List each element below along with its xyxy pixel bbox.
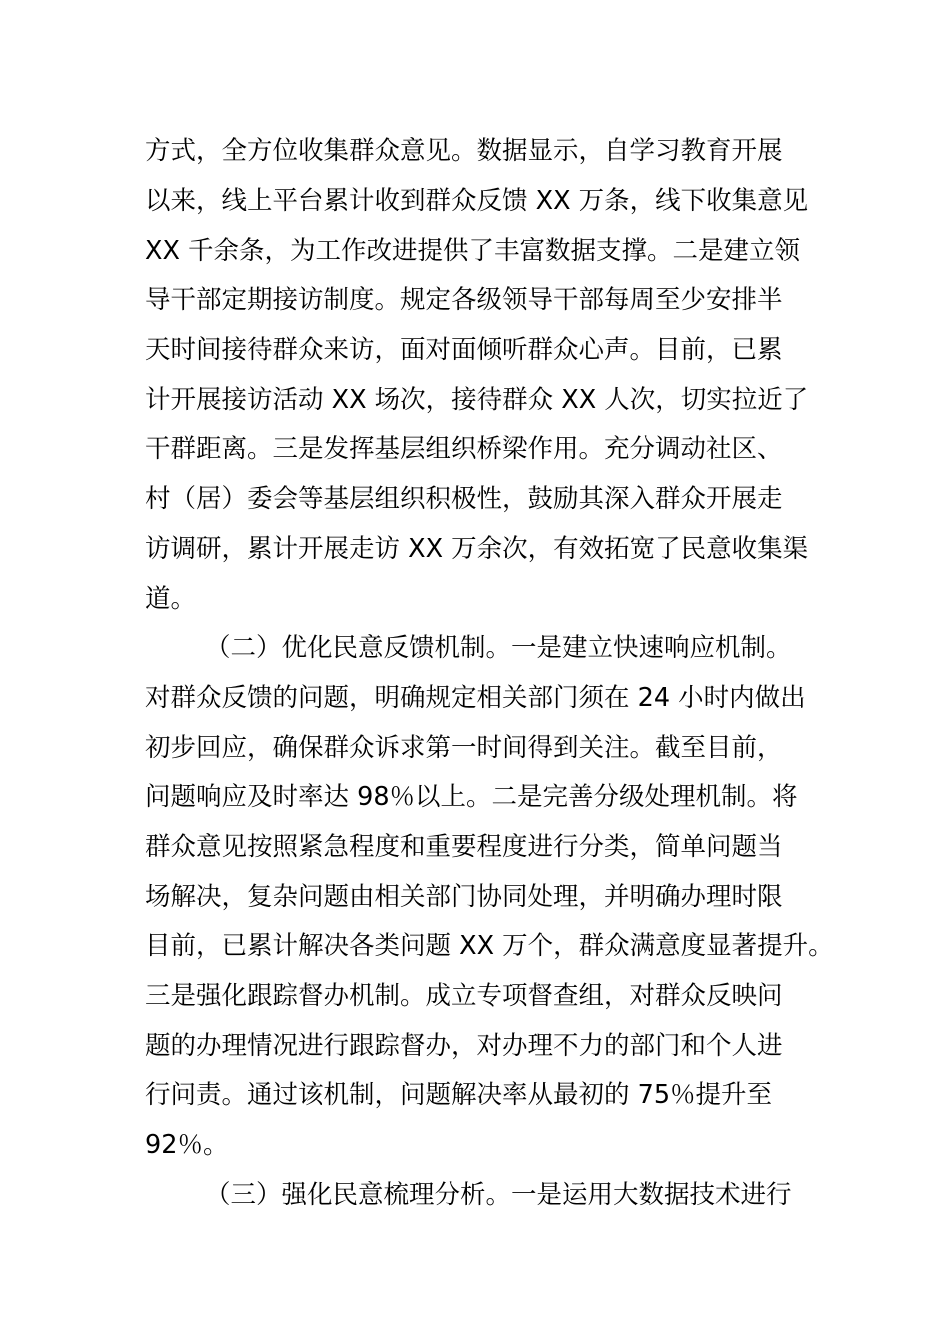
body-text-line: 访调研，累计开展走访 XX 万余次，有效拓宽了民意收集渠 xyxy=(145,534,809,564)
body-text-line: 问题响应及时率达 98％以上。二是完善分级处理机制。将 xyxy=(145,782,798,812)
body-text-line: 92％。 xyxy=(145,1130,229,1160)
body-text-line: 群众意见按照紧急程度和重要程度进行分类，简单问题当 xyxy=(145,832,783,862)
body-text-line: 干群距离。三是发挥基层组织桥梁作用。充分调动社区、 xyxy=(145,434,783,464)
body-text-line: 场解决，复杂问题由相关部门协同处理，并明确办理时限 xyxy=(145,882,783,912)
section-heading-3: （三）强化民意梳理分析。一是运用大数据技术进行 xyxy=(205,1180,792,1210)
body-text-line: 初步回应，确保群众诉求第一时间得到关注。截至目前， xyxy=(145,733,783,763)
body-text-line: 对群众反馈的问题，明确规定相关部门须在 24 小时内做出 xyxy=(145,683,806,713)
body-text-line: 道。 xyxy=(145,584,197,614)
section-heading-2: （二）优化民意反馈机制。一是建立快速响应机制。 xyxy=(205,633,792,663)
body-text-line: 行问责。通过该机制，问题解决率从最初的 75％提升至 xyxy=(145,1080,773,1110)
body-text-line: 村（居）委会等基层组织积极性，鼓励其深入群众开展走 xyxy=(145,484,783,514)
body-text-line: 导干部定期接访制度。规定各级领导干部每周至少安排半 xyxy=(145,285,783,315)
body-text-line: 天时间接待群众来访，面对面倾听群众心声。目前，已累 xyxy=(145,335,783,365)
body-text-line: 以来，线上平台累计收到群众反馈 XX 万条，线下收集意见 xyxy=(145,186,809,216)
body-text-line: 方式，全方位收集群众意见。数据显示，自学习教育开展 xyxy=(145,136,783,166)
body-text-line: XX 千余条，为工作改进提供了丰富数据支撑。二是建立领 xyxy=(145,236,801,266)
body-text-line: 计开展接访活动 XX 场次，接待群众 XX 人次，切实拉近了 xyxy=(145,385,809,415)
body-text-line: 三是强化跟踪督办机制。成立专项督查组，对群众反映问 xyxy=(145,981,783,1011)
body-text-line: 题的办理情况进行跟踪督办，对办理不力的部门和个人进 xyxy=(145,1031,783,1061)
body-text-line: 目前，已累计解决各类问题 XX 万个，群众满意度显著提升。 xyxy=(145,931,834,961)
